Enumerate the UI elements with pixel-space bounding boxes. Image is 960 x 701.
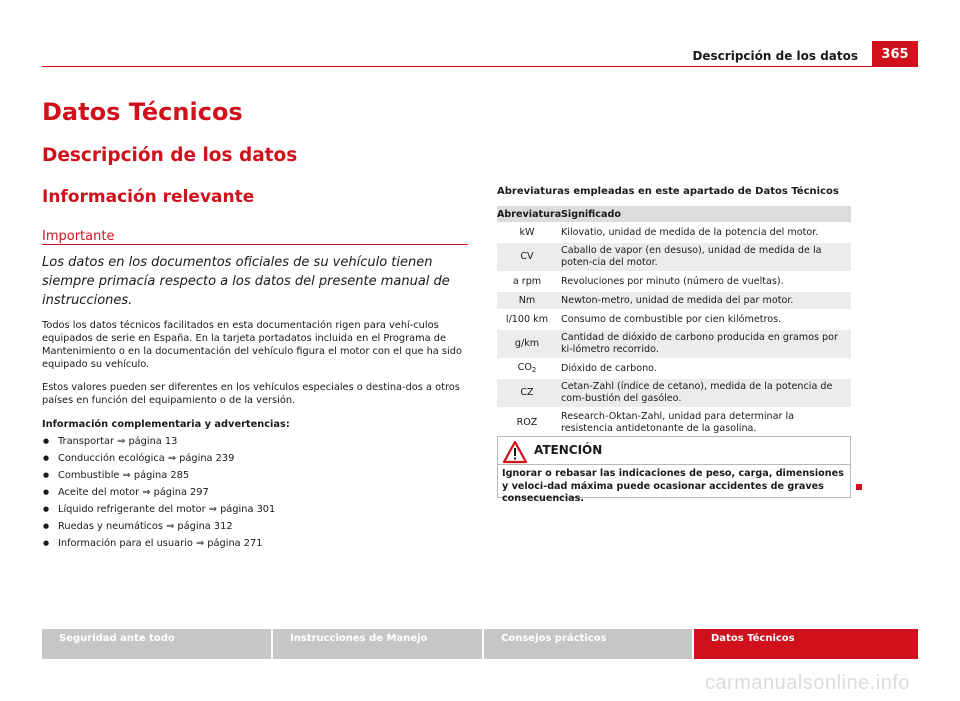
table-row [497, 311, 851, 328]
table-row [497, 330, 851, 358]
info-link-usuario[interactable]: ● Información para el usuario ⇒ página 271 [42, 535, 472, 552]
footer-tab-consejos[interactable]: Consejos prácticos [484, 629, 692, 659]
topic-divider [42, 244, 468, 245]
meaning-cell: Caballo de vapor (en desuso), unidad de medida de la poten-cia del motor. [561, 245, 822, 268]
end-marker [856, 484, 862, 490]
info-link-transportar[interactable]: ● Transportar ⇒ página 13 [42, 433, 472, 450]
section-title: Descripción de los datos [42, 145, 298, 166]
meaning-cell: Research-Oktan-Zahl, unidad para determinar la resistencia antidetonante de la gasolina. [561, 411, 795, 434]
abbr-cell: CV [520, 251, 534, 262]
meaning-cell: Revoluciones por minuto (número de vueltas). [561, 275, 784, 287]
meaning-cell: Newton-metro, unidad de medida del par motor. [561, 294, 794, 306]
meaning-cell: Cantidad de dióxido de carbono producida en gramos por ki-lómetro recorrido. [561, 332, 838, 355]
table-row [497, 409, 851, 437]
table-row [497, 243, 851, 271]
table-row [497, 273, 851, 290]
meaning-cell: Kilovatio, unidad de medida de la potencia del motor. [561, 226, 819, 238]
abbr-cell: $CO_2$ [517, 361, 537, 374]
warning-triangle-icon [502, 440, 528, 464]
chapter-title: Datos Técnicos [42, 98, 243, 126]
footer-tab-datos-tecnicos[interactable]: Datos Técnicos [694, 629, 918, 659]
abbr-cell: CZ [520, 387, 534, 398]
abbr-cell: Nm [518, 294, 536, 306]
meaning-cell: Consumo de combustible por cien kilómetros. [561, 313, 782, 325]
info-link-combustible[interactable]: ● Combustible ⇒ página 285 [42, 467, 472, 484]
meaning-cell: Dióxido de carbono. [561, 362, 657, 374]
page-number: 365 [872, 41, 918, 67]
abbr-cell: g/km [514, 338, 540, 349]
abbreviations-table [497, 206, 851, 437]
abbr-cell: a rpm [512, 275, 542, 287]
warning-header [498, 437, 850, 465]
info-link-refrigerante[interactable]: ● Líquido refrigerante del motor ⇒ página 301 [42, 501, 472, 518]
table-title: Abreviaturas empleadas en este apartado de Datos Técnicos [497, 186, 839, 197]
info-list [42, 433, 472, 552]
table-row [497, 224, 851, 241]
table-row [497, 379, 851, 407]
col-header-meaning: Significado [561, 208, 621, 220]
footer-tab-seguridad[interactable]: Seguridad ante todo [42, 629, 271, 659]
abbr-cell: kW [519, 226, 535, 238]
warning-text: Ignorar o rebasar las indicaciones de peso, carga, dimensiones y veloci-dad máxima puede ocasionar accidentes de graves consecuencias. [502, 468, 844, 504]
table-row [497, 360, 851, 377]
warning-box [497, 436, 851, 504]
meaning-cell: Cetan-Zahl (índice de cetano), medida de la potencia de com-bustión del gasóleo. [561, 381, 833, 404]
abbr-cell: l/100 km [505, 313, 549, 325]
watermark: carmanualsonline.info [704, 672, 910, 694]
info-link-aceite[interactable]: ● Aceite del motor ⇒ página 297 [42, 484, 472, 501]
footer-nav [42, 629, 918, 659]
footer-tab-instrucciones[interactable]: Instrucciones de Manejo [273, 629, 482, 659]
paragraph-2: Estos valores pueden ser diferentes en los vehículos especiales o destina-dos a otros países en función del equipamiento o de la versión. [42, 382, 460, 406]
warning-title: ATENCIÓN [534, 443, 603, 457]
subsection-title: Información relevante [42, 187, 255, 207]
table-row [497, 292, 851, 309]
paragraph-1: Todos los datos técnicos facilitados en esta documentación rigen para vehí-culos equipados de serie en España. En la tarjeta portadatos incluida en el Programa de Mantenimiento o en la documentación del vehículo figura el motor con el que ha sido equipado su vehículo. [42, 320, 462, 370]
running-header-title: Descripción de los datos [692, 49, 858, 63]
info-title: Información complementaria y advertencias: [42, 419, 290, 430]
lead-text: Los datos en los documentos oficiales de su vehículo tienen siempre primacía respecto a los datos del presente manual de instrucciones. [42, 255, 450, 308]
topic-title: Importante [42, 229, 115, 244]
header-divider [42, 66, 918, 67]
col-header-abbr: Abreviatura [497, 208, 562, 220]
abbr-cell: ROZ [516, 417, 538, 428]
info-link-conduccion[interactable]: ● Conducción ecológica ⇒ página 239 [42, 450, 472, 467]
info-link-ruedas[interactable]: ● Ruedas y neumáticos ⇒ página 312 [42, 518, 472, 535]
table-header [497, 206, 851, 222]
